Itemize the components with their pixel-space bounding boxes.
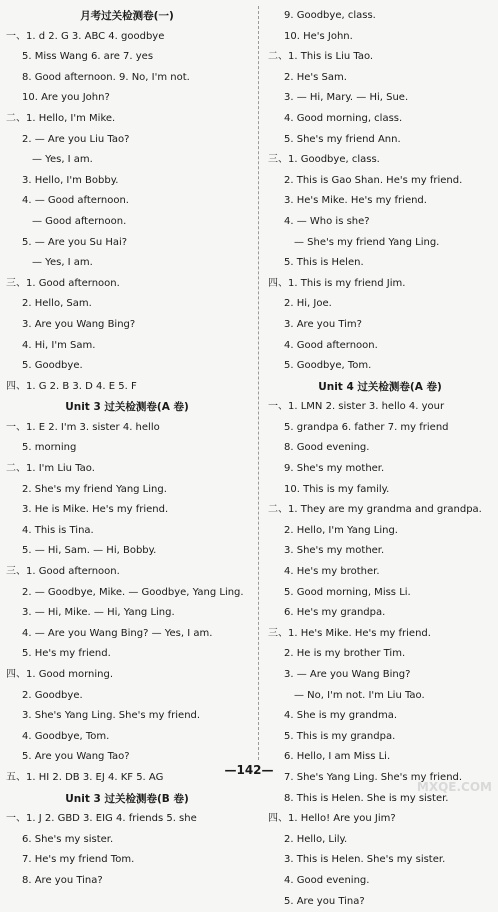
answer-line: 2. This is Gao Shan. He's my friend. bbox=[284, 174, 463, 186]
answer-line: 2. Hello, Sam. bbox=[22, 298, 92, 310]
answer-line: 2. — Goodbye, Mike. — Goodbye, Yang Ling. bbox=[22, 586, 244, 598]
answer-line: — She's my friend Yang Ling. bbox=[294, 236, 440, 248]
answer-line: 4. Goodbye, Tom. bbox=[22, 730, 110, 742]
left-answer-column bbox=[0, 6, 254, 892]
answer-line: 3. He is Mike. He's my friend. bbox=[22, 504, 169, 516]
answer-line: 二、1. This is Liu Tao. bbox=[268, 51, 374, 63]
answer-line: 2. Hello, Lily. bbox=[284, 833, 348, 845]
answer-line: 5. This is Helen. bbox=[284, 257, 364, 269]
answer-line: 3. — Are you Wang Bing? bbox=[284, 669, 411, 680]
answer-line: 5. grandpa 6. father 7. my friend bbox=[284, 421, 449, 433]
answer-line: 8. Good afternoon. 9. No, I'm not. bbox=[22, 71, 190, 83]
answer-line: 3. She's my mother. bbox=[284, 545, 385, 557]
answer-line: 2. Goodbye. bbox=[22, 689, 83, 701]
answer-line: 一、1. E 2. I'm 3. sister 4. hello bbox=[6, 421, 160, 433]
answer-line: 8. This is Helen. She is my sister. bbox=[284, 792, 449, 804]
answer-line: 5. She's my friend Ann. bbox=[284, 133, 401, 145]
answer-line: 三、1. Goodbye, class. bbox=[268, 154, 380, 166]
answer-line: 二、1. They are my grandma and grandpa. bbox=[268, 504, 482, 516]
answer-line: — Yes, I am. bbox=[32, 257, 93, 269]
answer-line: 2. She's my friend Yang Ling. bbox=[22, 483, 167, 495]
answer-line: 5. Are you Wang Tao? bbox=[22, 751, 130, 763]
answer-line: 2. He's Sam. bbox=[284, 71, 347, 83]
answer-line: 7. She's Yang Ling. She's my friend. bbox=[284, 771, 463, 783]
answer-line: — Good afternoon. bbox=[32, 215, 127, 227]
answer-line: 四、1. This is my friend Jim. bbox=[268, 277, 406, 289]
answer-line: 3. — Hi, Mary. — Hi, Sue. bbox=[284, 92, 409, 104]
answer-line: 9. She's my mother. bbox=[284, 463, 385, 475]
page-number: —142— bbox=[224, 763, 274, 777]
answer-line: 3. Are you Tim? bbox=[284, 318, 362, 330]
answer-line: 5. — Hi, Sam. — Hi, Bobby. bbox=[22, 545, 157, 557]
answer-line: 4. She is my grandma. bbox=[284, 710, 398, 722]
column-divider bbox=[258, 6, 259, 760]
answer-line: 3. Are you Wang Bing? bbox=[22, 318, 136, 330]
section-heading: 月考过关检测卷(一) bbox=[80, 10, 174, 22]
answer-line: 四、1. Hello! Are you Jim? bbox=[268, 813, 396, 825]
answer-line: 5. Good morning, Miss Li. bbox=[284, 586, 411, 598]
answer-line: 5. — Are you Su Hai? bbox=[22, 236, 128, 248]
answer-line: 2. Hello, I'm Yang Ling. bbox=[284, 524, 398, 536]
answer-line: 2. Hi, Joe. bbox=[284, 298, 332, 310]
answer-line: 4. He's my brother. bbox=[284, 566, 380, 578]
answer-line: 5. Goodbye, Tom. bbox=[284, 360, 372, 372]
answer-line: 5. Goodbye. bbox=[22, 360, 83, 372]
answer-line: 2. — Are you Liu Tao? bbox=[22, 133, 130, 145]
answer-line: 五、1. HI 2. DB 3. EJ 4. KF 5. AG bbox=[6, 771, 164, 783]
answer-line: 5. He's my friend. bbox=[22, 648, 111, 660]
answer-line: 3. He's Mike. He's my friend. bbox=[284, 195, 427, 207]
answer-line: 三、1. He's Mike. He's my friend. bbox=[268, 627, 431, 639]
answer-line: 4. Good morning, class. bbox=[284, 112, 403, 124]
answer-line: 5. This is my grandpa. bbox=[284, 730, 396, 742]
answer-line: 4. — Good afternoon. bbox=[22, 195, 129, 207]
answer-line: 3. Hello, I'm Bobby. bbox=[22, 174, 119, 186]
section-heading: Unit 3 过关检测卷(B 卷) bbox=[65, 792, 189, 805]
answer-line: 3. — Hi, Mike. — Hi, Yang Ling. bbox=[22, 607, 175, 619]
answer-line: 一、1. J 2. GBD 3. EIG 4. friends 5. she bbox=[6, 813, 197, 825]
answer-line: 10. This is my family. bbox=[284, 483, 390, 495]
answer-line: 三、1. Good afternoon. bbox=[6, 277, 120, 289]
answer-line: 9. Goodbye, class. bbox=[284, 10, 376, 21]
answer-line: 4. Good afternoon. bbox=[284, 339, 378, 351]
section-heading: Unit 3 过关检测卷(A 卷) bbox=[65, 401, 189, 414]
answer-line: 8. Are you Tina? bbox=[22, 874, 103, 886]
answer-line: 4. Hi, I'm Sam. bbox=[22, 339, 96, 351]
answer-line: 2. He is my brother Tim. bbox=[284, 648, 406, 660]
answer-line: 4. — Who is she? bbox=[284, 215, 370, 227]
answer-line: 4. — Are you Wang Bing? — Yes, I am. bbox=[22, 627, 213, 639]
answer-line: 6. She's my sister. bbox=[22, 833, 114, 845]
answer-line: 5. Miss Wang 6. are 7. yes bbox=[22, 51, 154, 63]
answer-line: 6. He's my grandpa. bbox=[284, 607, 386, 619]
answer-line: 10. Are you John? bbox=[22, 92, 110, 104]
watermark: MXQE.COM bbox=[416, 780, 492, 794]
answer-line: 5. morning bbox=[22, 442, 77, 454]
answer-line: 3. She's Yang Ling. She's my friend. bbox=[22, 710, 201, 722]
answer-line: 8. Good evening. bbox=[284, 442, 370, 454]
answer-line: 一、1. LMN 2. sister 3. hello 4. your bbox=[268, 401, 445, 413]
answer-line: 四、1. G 2. B 3. D 4. E 5. F bbox=[6, 380, 137, 392]
answer-line: — Yes, I am. bbox=[32, 154, 93, 166]
answer-line: 3. This is Helen. She's my sister. bbox=[284, 854, 446, 866]
answer-line: 7. He's my friend Tom. bbox=[22, 854, 135, 866]
answer-line: 4. This is Tina. bbox=[22, 524, 94, 536]
answer-line: 6. Hello, I am Miss Li. bbox=[284, 751, 391, 763]
answer-line: 三、1. Good afternoon. bbox=[6, 566, 120, 578]
answer-line: 二、1. I'm Liu Tao. bbox=[6, 463, 95, 475]
answer-line: 10. He's John. bbox=[284, 30, 353, 42]
answer-line: 二、1. Hello, I'm Mike. bbox=[6, 112, 116, 124]
section-heading: Unit 4 过关检测卷(A 卷) bbox=[318, 380, 442, 393]
answer-line: 5. Are you Tina? bbox=[284, 895, 365, 907]
answer-line: 4. Good evening. bbox=[284, 874, 370, 886]
answer-line: 四、1. Good morning. bbox=[6, 669, 114, 680]
answer-line: — No, I'm not. I'm Liu Tao. bbox=[294, 689, 425, 701]
answer-line: 一、1. d 2. G 3. ABC 4. goodbye bbox=[6, 30, 165, 42]
